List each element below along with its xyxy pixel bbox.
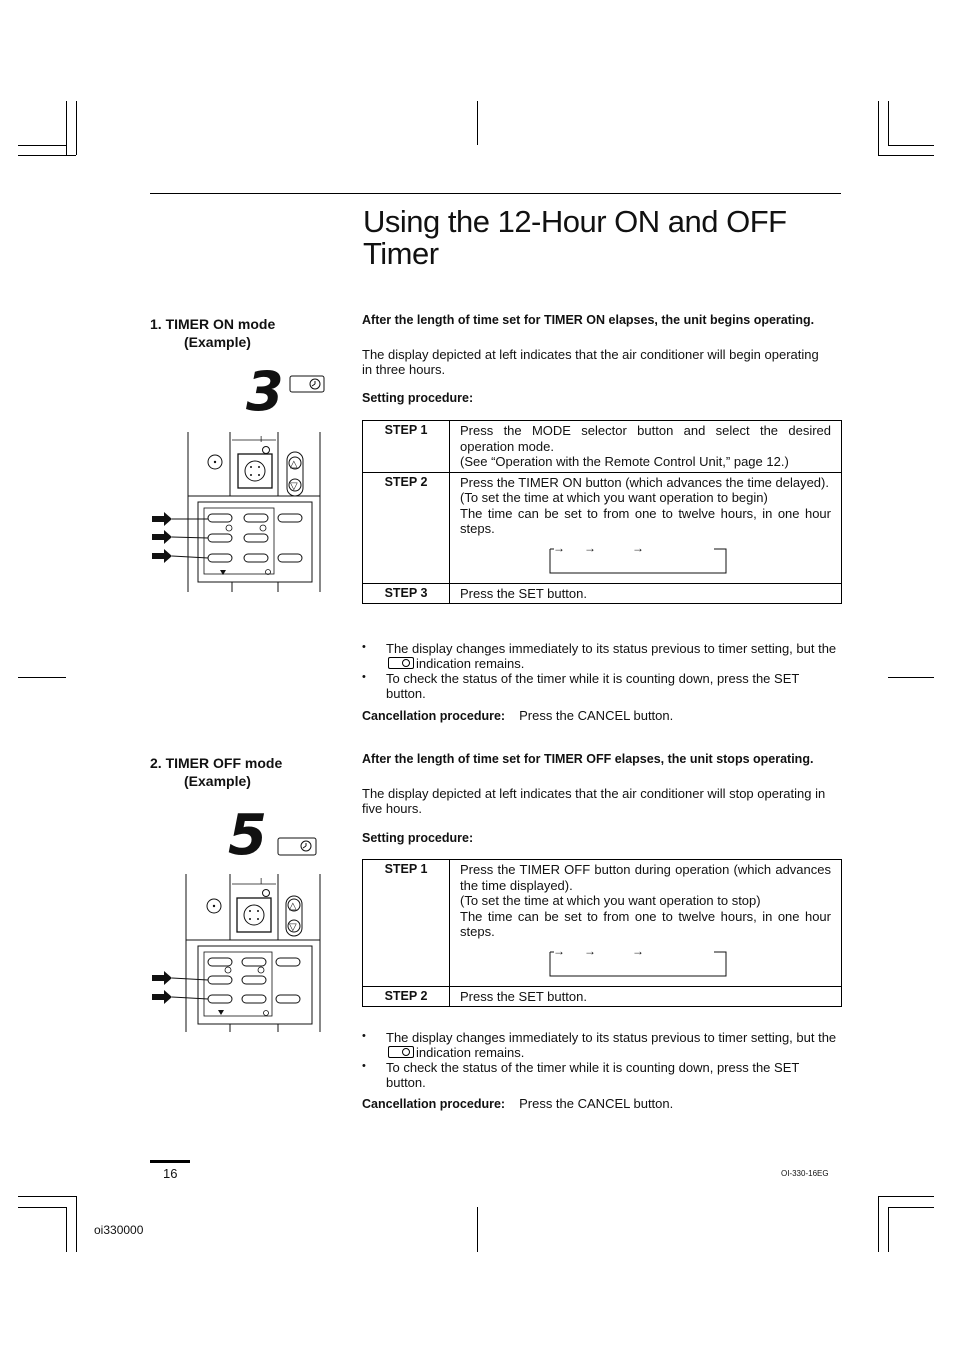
table-row (363, 986, 842, 1007)
bullet-icon: • (362, 1030, 366, 1042)
crop-mark (477, 101, 478, 145)
document-code: OI-330-16EG (781, 1169, 829, 1178)
arrow-down-icon: ▽ (289, 922, 297, 933)
pointer-arrow-icon (152, 512, 172, 526)
step-label: STEP 2 (363, 472, 450, 583)
crop-mark (76, 101, 77, 155)
set-button (208, 554, 232, 562)
note-text: indication remains. (416, 655, 525, 671)
display-digit: 3 (246, 364, 284, 414)
step-line: Press the SET button. (460, 585, 587, 601)
crop-mark (878, 1196, 934, 1197)
section-heading-timer-off (150, 754, 350, 790)
lead-text: After the length of time set for TIMER OFF elapses, the unit stops operating. (362, 752, 814, 766)
step-line: Press the SET button. (460, 988, 587, 1004)
cancellation-label: Cancellation procedure: (362, 709, 506, 723)
setting-procedure-label: Setting procedure: (362, 831, 474, 845)
timer-indicator-frame (278, 838, 316, 855)
arrow-up-icon: △ (289, 901, 297, 912)
section-heading-timer-on (150, 315, 350, 351)
remote-control-figure (148, 430, 328, 592)
crop-mark (477, 1207, 478, 1252)
note-text: To check the status of the timer while it is counting down, press the SET button. (386, 1060, 800, 1090)
step-text (450, 583, 842, 604)
timer-display-figure (224, 806, 324, 858)
cancellation-procedure (362, 708, 673, 723)
sequence-arrow-icon: → (584, 540, 596, 555)
time-sequence-diagram (540, 940, 740, 984)
note-text: The display changes immediately to its status previous to timer setting, but the (386, 1030, 837, 1045)
note-text: The display changes immediately to its status previous to timer setting, but the (386, 641, 837, 656)
crop-mark (18, 155, 76, 156)
step-line: The time can be set to from one to twelve hours, in one hour steps. (460, 908, 831, 939)
remote-control-figure (148, 872, 328, 1034)
list-item (362, 1061, 842, 1090)
cancellation-procedure (362, 1096, 673, 1111)
step-line: (To set the time at which you want operation to begin) (460, 490, 768, 505)
notes-list (362, 1031, 842, 1091)
cancellation-text: Press the CANCEL button. (519, 708, 674, 723)
step-line: The time can be set to from one to twelve hours, in one hour steps. (460, 505, 831, 536)
list-item (362, 1031, 842, 1060)
step-line: Press the MODE selector button and select the desired operation mode. (460, 423, 831, 454)
display-digit: 5 (228, 806, 267, 858)
step-label: STEP 3 (363, 583, 450, 604)
crop-mark (888, 1207, 889, 1252)
pointer-arrow-icon (152, 990, 172, 1004)
power-mark: I (260, 435, 263, 444)
header-rule (150, 193, 841, 194)
crop-mark (888, 101, 889, 145)
page-number: 16 (163, 1166, 178, 1181)
step-line: (To set the time at which you want operation to stop) (460, 893, 761, 908)
timer-indicator-frame (290, 376, 324, 392)
crop-mark (18, 1207, 66, 1208)
step-line: Press the TIMER ON button (which advances the time delayed). (460, 474, 829, 490)
timer-indicator-icon (388, 657, 414, 669)
sequence-arrow-icon: → (553, 943, 565, 958)
power-mark: I (260, 877, 263, 886)
footer-rule (150, 1160, 190, 1163)
pointer-arrow-icon (152, 549, 172, 563)
step-line: Press the TIMER OFF button during operation (which advances the time displayed). (460, 862, 831, 893)
crop-mark (888, 1207, 934, 1208)
section-heading-line: 1. TIMER ON mode (150, 316, 276, 332)
step-line: (See “Operation with the Remote Control Unit,” page 12.) (460, 454, 789, 469)
setting-procedure-label: Setting procedure: (362, 391, 474, 405)
timer-indicator-icon (388, 1046, 414, 1058)
crop-mark (76, 1196, 77, 1252)
steps-table (362, 420, 842, 604)
sequence-arrow-icon: → (553, 540, 565, 555)
steps-table (362, 859, 842, 1007)
bullet-icon: • (362, 1060, 366, 1072)
set-button (208, 995, 232, 1003)
crop-mark (888, 145, 934, 146)
cancellation-label: Cancellation procedure: (362, 1097, 506, 1111)
note-text: indication remains. (416, 1044, 525, 1060)
crop-mark (878, 101, 879, 155)
crop-mark (878, 1196, 879, 1252)
sequence-arrow-icon: → (632, 943, 644, 958)
notes-list (362, 642, 842, 702)
step-label: STEP 2 (363, 986, 450, 1007)
timer-off-button (208, 976, 232, 984)
section-heading-example: (Example) (184, 773, 251, 789)
note-text: To check the status of the timer while it is counting down, press the SET button. (386, 671, 800, 701)
file-code: oi330000 (94, 1223, 144, 1237)
page-title: Using the 12-Hour ON and OFF Timer (363, 204, 787, 271)
step-label: STEP 1 (363, 421, 450, 473)
crop-mark (888, 677, 934, 678)
intro-text: The display depicted at left indicates that the air conditioner will begin operating in three hours. (362, 347, 819, 377)
pointer-arrow-icon (152, 530, 172, 544)
crop-mark (66, 1207, 67, 1252)
crop-mark (18, 677, 66, 678)
crop-mark (66, 101, 67, 155)
pointer-arrow-icon (152, 971, 172, 985)
table-row (363, 583, 842, 604)
sequence-arrow-icon: → (632, 540, 644, 555)
time-sequence-diagram (540, 537, 740, 581)
arrow-down-icon: ▽ (290, 481, 298, 492)
crop-mark (18, 145, 66, 146)
crop-mark (878, 155, 934, 156)
section-heading-line: 2. TIMER OFF mode (150, 755, 283, 771)
fan-button (237, 898, 271, 932)
step-text (450, 472, 842, 583)
list-item (362, 642, 842, 671)
step-text (450, 860, 842, 987)
table-row (363, 421, 842, 473)
lead-text: After the length of time set for TIMER ON elapses, the unit begins operating. (362, 313, 815, 327)
step-label: STEP 1 (363, 860, 450, 987)
section-heading-example: (Example) (184, 334, 251, 350)
crop-mark (18, 1196, 76, 1197)
list-item (362, 672, 842, 701)
table-row (363, 472, 842, 583)
timer-on-button (208, 534, 232, 542)
sequence-arrow-icon: → (584, 943, 596, 958)
intro-text: The display depicted at left indicates that the air conditioner will stop operating in five hours. (362, 786, 826, 816)
step-text (450, 421, 842, 473)
arrow-up-icon: △ (290, 459, 298, 470)
bullet-icon: • (362, 641, 366, 653)
step-text (450, 986, 842, 1007)
bullet-icon: • (362, 671, 366, 683)
cancellation-text: Press the CANCEL button. (519, 1096, 674, 1111)
timer-display-figure (240, 364, 330, 414)
fan-button (238, 454, 272, 488)
table-row (363, 860, 842, 987)
